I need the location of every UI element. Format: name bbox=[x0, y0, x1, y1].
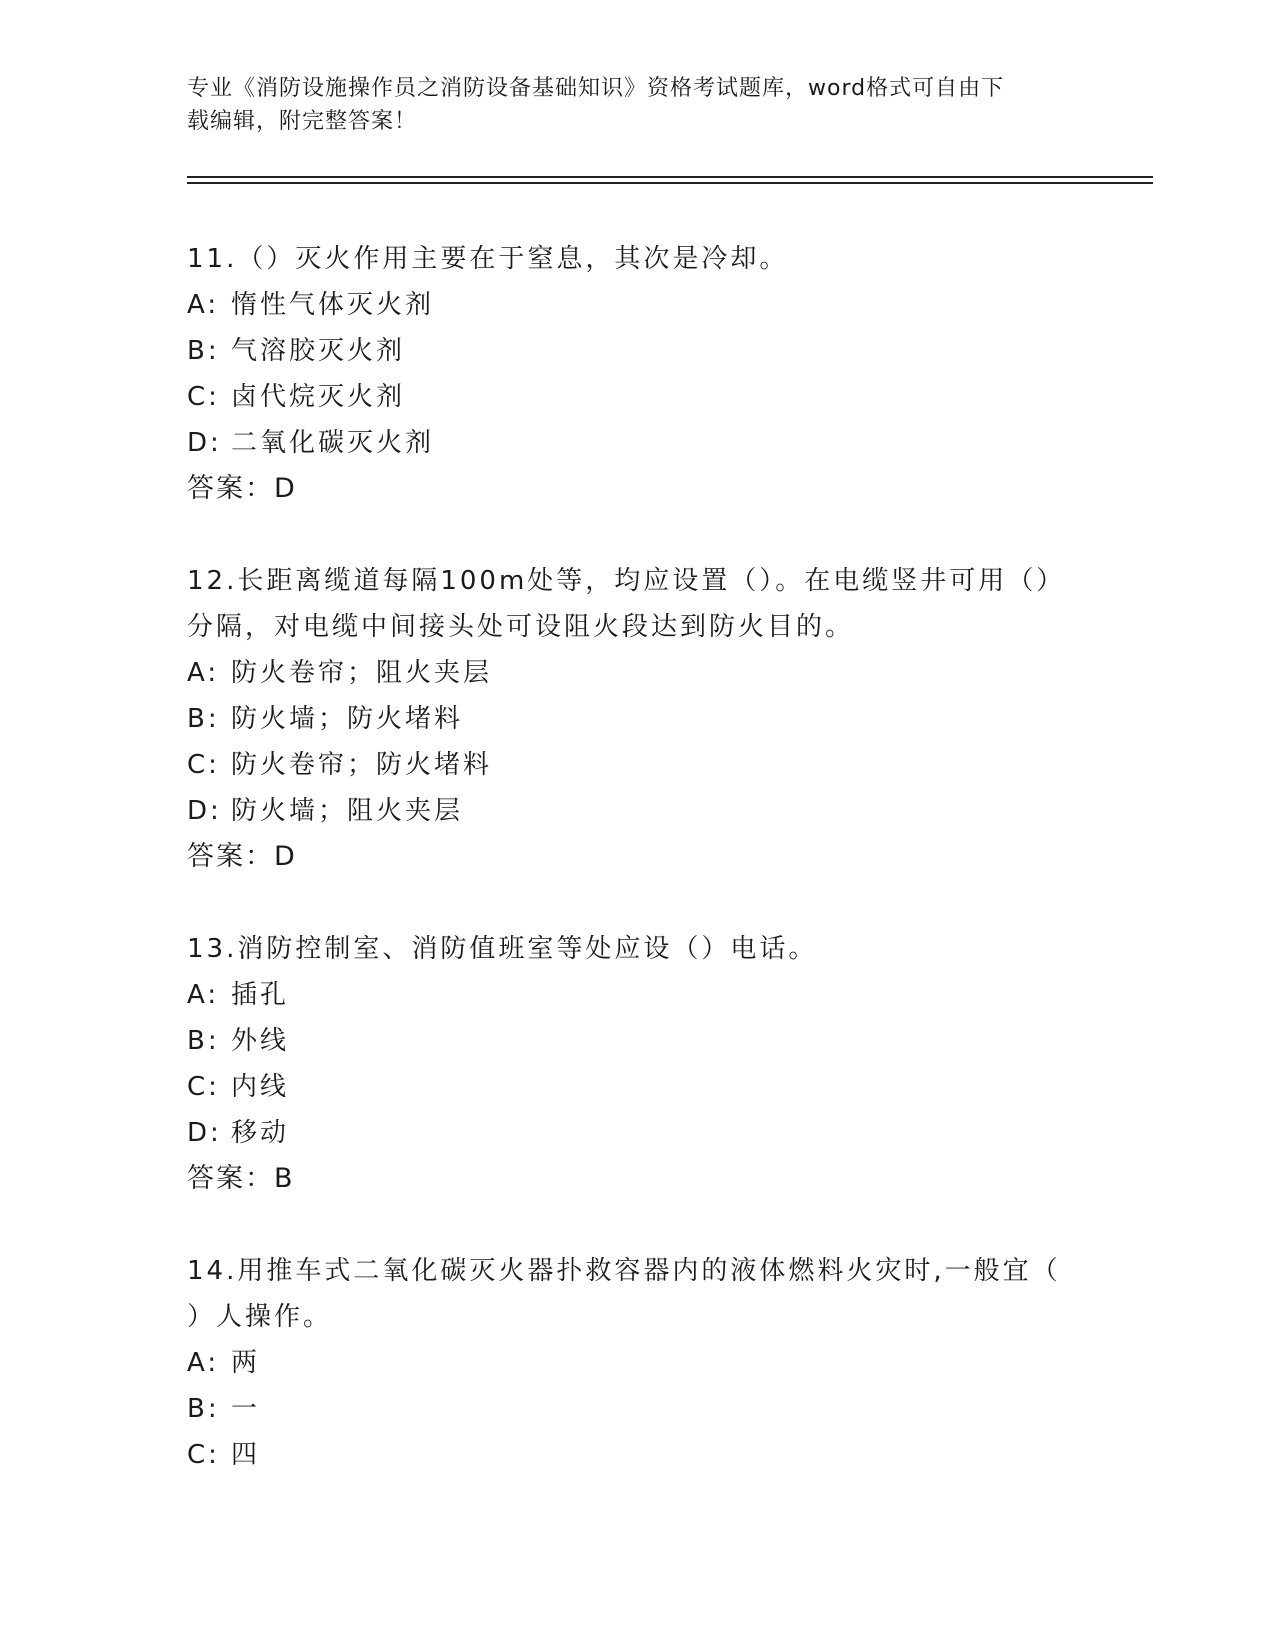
question-block bbox=[187, 236, 1067, 512]
option-text: 四 bbox=[231, 1440, 261, 1470]
option-letter: B: bbox=[187, 1394, 220, 1424]
header-line-1: 专业《消防设施操作员之消防设备基础知识》资格考试题库，word格式可自由下 bbox=[187, 76, 1005, 101]
option-text: 惰性气体灭火剂 bbox=[231, 290, 435, 320]
question-text bbox=[187, 926, 1067, 972]
question-list bbox=[187, 236, 1067, 1524]
option-text: 气溶胶灭火剂 bbox=[231, 336, 406, 366]
option-text: 防火卷帘；阻火夹层 bbox=[231, 658, 493, 688]
document-header bbox=[187, 72, 1067, 138]
answer-key: 答案：B bbox=[187, 1163, 295, 1194]
option-text: 外线 bbox=[231, 1026, 290, 1056]
answer-option bbox=[187, 1064, 1067, 1110]
answer-option bbox=[187, 282, 1067, 328]
option-letter: C: bbox=[187, 382, 220, 412]
option-letter: A: bbox=[187, 290, 220, 320]
option-text: 两 bbox=[231, 1348, 261, 1378]
option-letter: C: bbox=[187, 750, 220, 780]
option-letter: B: bbox=[187, 1026, 220, 1056]
option-letter: C: bbox=[187, 1072, 220, 1102]
question-text bbox=[187, 236, 1067, 282]
answer-option bbox=[187, 650, 1067, 696]
answer-option bbox=[187, 788, 1067, 834]
answer-option bbox=[187, 420, 1067, 466]
answer-option bbox=[187, 696, 1067, 742]
question-text bbox=[187, 1248, 1067, 1340]
answer-option bbox=[187, 374, 1067, 420]
option-text: 卤代烷灭火剂 bbox=[231, 382, 406, 412]
option-letter: A: bbox=[187, 658, 220, 688]
option-text: 插孔 bbox=[231, 980, 290, 1010]
answer-key: 答案：D bbox=[187, 841, 297, 872]
option-letter: D: bbox=[187, 1118, 222, 1148]
option-letter: B: bbox=[187, 704, 220, 734]
option-text: 内线 bbox=[231, 1072, 290, 1102]
option-text: 防火卷帘；防火堵料 bbox=[231, 750, 493, 780]
option-text: 移动 bbox=[231, 1118, 290, 1148]
option-text: 二氧化碳灭火剂 bbox=[231, 428, 435, 458]
answer-option bbox=[187, 328, 1067, 374]
option-letter: A: bbox=[187, 980, 220, 1010]
option-letter: A: bbox=[187, 1348, 220, 1378]
header-rule-bottom bbox=[187, 182, 1153, 184]
question-text-line: 14.用推车式二氧化碳灭火器扑救容器内的液体燃料火灾时,一般宜（ bbox=[187, 1256, 1061, 1286]
option-letter: D: bbox=[187, 428, 222, 458]
option-letter: B: bbox=[187, 336, 220, 366]
option-letter: D: bbox=[187, 796, 222, 826]
answer-option bbox=[187, 1340, 1067, 1386]
answer-option bbox=[187, 972, 1067, 1018]
answer-option bbox=[187, 1110, 1067, 1156]
question-text-line: 13.消防控制室、消防值班室等处应设（）电话。 bbox=[187, 934, 818, 964]
answer-key: 答案：D bbox=[187, 473, 297, 504]
header-line-2: 载编辑，附完整答案！ bbox=[187, 109, 418, 134]
option-text: 防火墙；防火堵料 bbox=[231, 704, 464, 734]
question-text-line: 11.（）灭火作用主要在于窒息，其次是冷却。 bbox=[187, 244, 789, 274]
option-letter: C: bbox=[187, 1440, 220, 1470]
answer-option bbox=[187, 742, 1067, 788]
question-text-line: 分隔，对电缆中间接头处可设阻火段达到防火目的。 bbox=[187, 612, 855, 642]
question-text-line: ）人操作。 bbox=[187, 1302, 333, 1332]
header-rule-top bbox=[187, 176, 1153, 178]
answer-option bbox=[187, 1432, 1067, 1478]
answer-option bbox=[187, 1018, 1067, 1064]
question-block bbox=[187, 1248, 1067, 1478]
question-text-line: 12.长距离缆道每隔100m处等，均应设置（）。在电缆竖井可用（） bbox=[187, 566, 1066, 596]
option-text: 一 bbox=[231, 1394, 261, 1424]
question-block bbox=[187, 926, 1067, 1202]
question-block bbox=[187, 558, 1067, 880]
question-text bbox=[187, 558, 1067, 650]
option-text: 防火墙；阻火夹层 bbox=[231, 796, 464, 826]
answer-option bbox=[187, 1386, 1067, 1432]
